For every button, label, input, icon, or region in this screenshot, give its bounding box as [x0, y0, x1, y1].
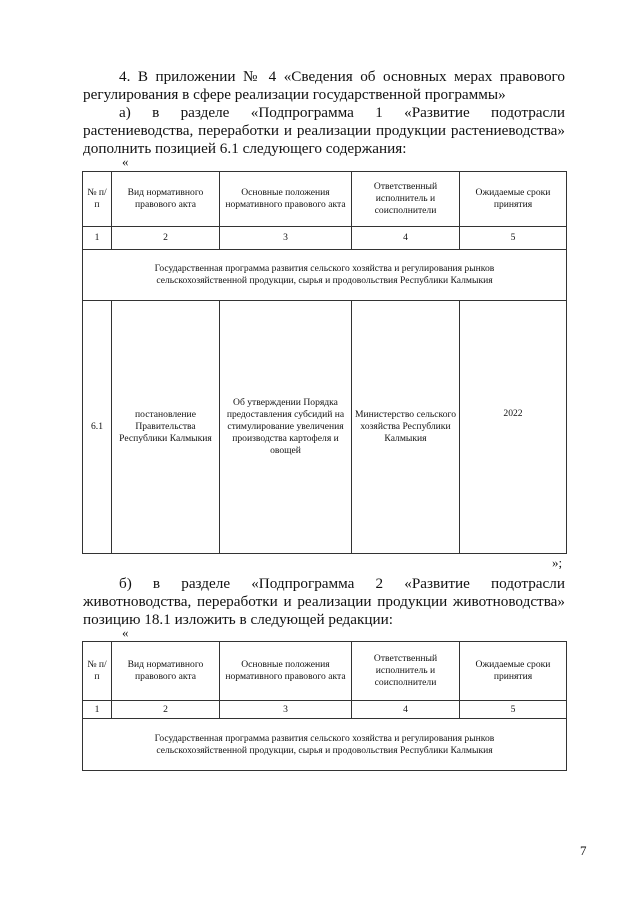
- row-deadline: 2022: [460, 301, 567, 554]
- table-row: [83, 301, 567, 554]
- header-act-type: Вид нормативного правового акта: [112, 172, 220, 227]
- header-provisions: Основные положения нормативного правового акта: [220, 642, 352, 701]
- col-num: 3: [220, 227, 352, 250]
- table-header-row: [83, 642, 567, 701]
- col-num: 2: [112, 701, 220, 719]
- page-number: 7: [580, 843, 587, 858]
- header-responsible: Ответственный исполнитель и соисполнители: [352, 642, 460, 701]
- row-responsible: Министерство сельского хозяйства Республики Калмыкия: [352, 301, 460, 554]
- column-number-row: [83, 701, 567, 719]
- row-act-type: постановление Правительства Республики Калмыкия: [112, 301, 220, 554]
- program-row: [83, 250, 567, 301]
- header-provisions: Основные положения нормативного правового акта: [220, 172, 352, 227]
- col-num: 3: [220, 701, 352, 719]
- close-quote: »;: [552, 555, 563, 570]
- col-num: 4: [352, 227, 460, 250]
- program-title: Государственная программа развития сельского хозяйства и регулирования рынков сельскохозяйственной продукции, сырья и продовольствия Республики Калмыкия: [83, 719, 567, 771]
- col-num: 5: [460, 227, 567, 250]
- col-num: 1: [83, 227, 112, 250]
- header-number: № п/п: [83, 172, 112, 227]
- header-number: № п/п: [83, 642, 112, 701]
- row-number: 6.1: [83, 301, 112, 554]
- header-deadline: Ожидаемые сроки принятия: [460, 642, 567, 701]
- open-quote-2: «: [122, 625, 129, 640]
- paragraph-4: 4. В приложении № 4 «Сведения об основных мерах правового регулирования в сфере реализации государственной программы»: [83, 68, 565, 103]
- column-number-row: [83, 227, 567, 250]
- program-title: Государственная программа развития сельского хозяйства и регулирования рынков сельскохозяйственной продукции, сырья и продовольствия Республики Калмыкия: [83, 250, 567, 301]
- header-act-type: Вид нормативного правового акта: [112, 642, 220, 701]
- program-row: [83, 719, 567, 771]
- col-num: 1: [83, 701, 112, 719]
- paragraph-a: а) в разделе «Подпрограмма 1 «Развитие подотрасли растениеводства, переработки и реализации продукции растениеводства» дополнить позицией 6.1 следующего содержания:: [83, 104, 565, 157]
- col-num: 4: [352, 701, 460, 719]
- table-header-row: [83, 172, 567, 227]
- table-position-18-1: [82, 641, 567, 771]
- header-deadline: Ожидаемые сроки принятия: [460, 172, 567, 227]
- paragraph-b: б) в разделе «Подпрограмма 2 «Развитие подотрасли животноводства, переработки и реализации продукции животноводства» позицию 18.1 изложить в следующей редакции:: [83, 575, 565, 628]
- row-provisions: Об утверждении Порядка предоставления субсидий на стимулирование увеличения производства картофеля и овощей: [220, 301, 352, 554]
- table-position-6-1: [82, 171, 567, 554]
- open-quote: «: [122, 154, 129, 169]
- header-responsible: Ответственный исполнитель и соисполнители: [352, 172, 460, 227]
- col-num: 2: [112, 227, 220, 250]
- col-num: 5: [460, 701, 567, 719]
